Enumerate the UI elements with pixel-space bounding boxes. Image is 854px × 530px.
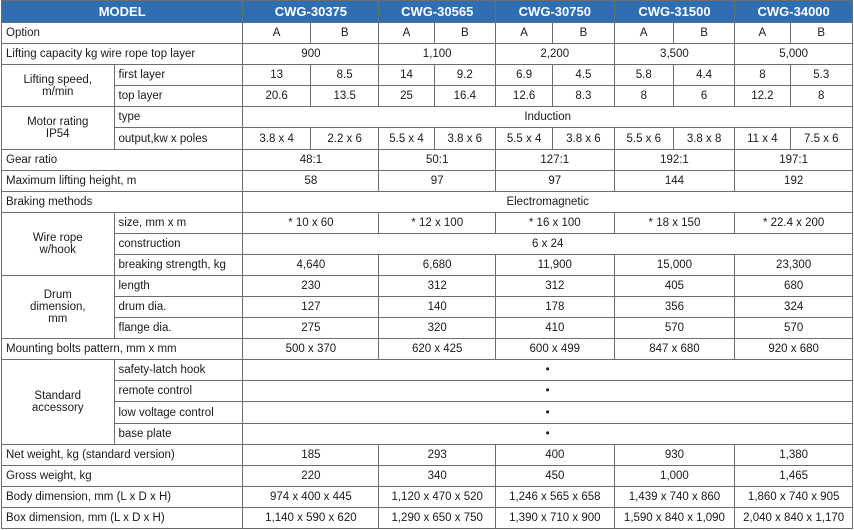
capacity-cell: 2,200 [495,44,614,65]
bolts-cell: 500 x 370 [243,339,379,360]
max-height-row [2,170,853,191]
accessory-row [2,360,853,381]
speed-first-cell: 5.3 [790,65,853,86]
motor-output-cell: 7.5 x 6 [790,128,853,149]
motor-type-row [2,107,853,128]
accessory-mark: • [243,423,853,444]
gross-weight-row [2,465,853,486]
drum-length-cell: 312 [379,276,496,297]
drum-flange-row [2,318,853,339]
box-dim-cell: 2,040 x 840 x 1,170 [735,507,853,528]
drum-group-line2: dimension, [29,301,86,314]
net-weight-row [2,444,853,465]
speed-first-row [2,65,853,86]
gross-weight-cell: 450 [495,465,614,486]
gear-cell: 50:1 [379,149,496,170]
capacity-cell: 1,100 [379,44,496,65]
rope-group-label [2,212,115,275]
option-cell: A [614,23,673,44]
drum-dia-cell: 178 [495,297,614,318]
bolts-row [2,339,853,360]
motor-output-cell: 3.8 x 6 [434,128,495,149]
box-dim-cell: 1,390 x 710 x 900 [495,507,614,528]
drum-length-cell: 312 [495,276,614,297]
motor-group-label [2,107,115,149]
motor-type-label: type [114,107,243,128]
speed-first-cell: 4.5 [553,65,614,86]
model-cwg-31500: CWG-31500 [614,1,735,23]
braking-label: Braking methods [2,191,243,212]
accessory-mark: • [243,360,853,381]
accessory-row [2,381,853,402]
net-weight-cell: 930 [614,444,735,465]
rope-group-line2: w/hook [39,243,76,256]
accessory-item-label: base plate [114,423,243,444]
max-height-cell: 58 [243,170,379,191]
braking-value: Electromagnetic [243,191,853,212]
rope-strength-cell: 6,680 [379,254,496,275]
drum-group-line3: mm [48,313,68,326]
motor-output-label: output,kw x poles [114,128,243,149]
speed-first-cell: 6.9 [495,65,552,86]
gear-cell: 197:1 [735,149,853,170]
speed-top-cell: 13.5 [310,86,379,107]
motor-group-line1: Motor rating [27,115,89,128]
body-dim-label: Body dimension, mm (L x D x H) [2,486,243,507]
model-cwg-30750: CWG-30750 [495,1,614,23]
speed-top-cell: 12.2 [735,86,790,107]
capacity-label: Lifting capacity kg wire rope top layer [2,44,243,65]
drum-dia-cell: 140 [379,297,496,318]
drum-dia-label: drum dia. [114,297,243,318]
model-cwg-30375: CWG-30375 [243,1,379,23]
rope-strength-label: breaking strength, kg [114,254,243,275]
drum-flange-label: flange dia. [114,318,243,339]
speed-first-cell: 9.2 [434,65,495,86]
body-dim-cell: 1,120 x 470 x 520 [379,486,496,507]
rope-group-line1: Wire rope [32,231,83,244]
accessory-item-label: remote control [114,381,243,402]
drum-dia-cell: 356 [614,297,735,318]
drum-flange-cell: 570 [614,318,735,339]
rope-construction-row [2,233,853,254]
option-cell: A [495,23,552,44]
motor-output-row [2,128,853,149]
accessory-item-label: low voltage control [114,402,243,423]
accessory-mark: • [243,381,853,402]
bolts-cell: 920 x 680 [735,339,853,360]
motor-output-cell: 2.2 x 6 [310,128,379,149]
bolts-cell: 620 x 425 [379,339,496,360]
accessory-group-label [2,360,115,444]
speed-top-cell: 6 [673,86,734,107]
gross-weight-cell: 220 [243,465,379,486]
max-height-cell: 144 [614,170,735,191]
box-dim-row [2,507,853,528]
speed-first-cell: 8.5 [310,65,379,86]
motor-output-cell: 5.5 x 4 [495,128,552,149]
box-dim-cell: 1,290 x 650 x 750 [379,507,496,528]
drum-flange-cell: 570 [735,318,853,339]
drum-dia-row [2,297,853,318]
drum-flange-cell: 320 [379,318,496,339]
option-cell: A [735,23,790,44]
box-dim-cell: 1,140 x 590 x 620 [243,507,379,528]
speed-top-cell: 12.6 [495,86,552,107]
net-weight-cell: 400 [495,444,614,465]
drum-flange-cell: 275 [243,318,379,339]
capacity-row [2,44,853,65]
rope-size-label: size, mm x m [114,212,243,233]
speed-top-cell: 8 [614,86,673,107]
drum-dia-cell: 127 [243,297,379,318]
speed-first-cell: 8 [735,65,790,86]
model-header: MODEL [2,1,243,23]
braking-row [2,191,853,212]
max-height-cell: 97 [495,170,614,191]
net-weight-cell: 1,380 [735,444,853,465]
speed-first-cell: 5.8 [614,65,673,86]
speed-top-cell: 8 [790,86,853,107]
accessory-row [2,402,853,423]
speed-first-cell: 14 [379,65,434,86]
box-dim-cell: 1,590 x 840 x 1,090 [614,507,735,528]
max-height-label: Maximum lifting height, m [2,170,243,191]
rope-construction-value: 6 x 24 [243,233,853,254]
rope-size-cell: * 12 x 100 [379,212,496,233]
speed-top-cell: 16.4 [434,86,495,107]
motor-output-cell: 3.8 x 6 [553,128,614,149]
option-cell: B [310,23,379,44]
model-cwg-34000: CWG-34000 [735,1,853,23]
bolts-cell: 600 x 499 [495,339,614,360]
speed-group-line1: Lifting speed, [23,73,92,86]
speed-first-cell: 4.4 [673,65,734,86]
motor-group-line2: IP54 [45,127,70,140]
drum-length-label: length [114,276,243,297]
speed-first-label: first layer [114,65,243,86]
drum-length-row [2,276,853,297]
body-dim-cell: 1,246 x 565 x 658 [495,486,614,507]
drum-length-cell: 405 [614,276,735,297]
gross-weight-cell: 340 [379,465,496,486]
accessory-group-line2: accessory [31,401,84,414]
speed-group-line2: m/min [42,85,74,98]
accessory-group-line1: Standard [34,389,82,402]
option-cell: B [553,23,614,44]
rope-strength-cell: 15,000 [614,254,735,275]
speed-top-cell: 25 [379,86,434,107]
gross-weight-cell: 1,000 [614,465,735,486]
body-dim-row [2,486,853,507]
motor-type-value: Induction [243,107,853,128]
gear-cell: 48:1 [243,149,379,170]
gross-weight-cell: 1,465 [735,465,853,486]
rope-strength-row [2,254,853,275]
gross-weight-label: Gross weight, kg [2,465,243,486]
capacity-cell: 3,500 [614,44,735,65]
bolts-cell: 847 x 680 [614,339,735,360]
accessory-row [2,423,853,444]
speed-top-label: top layer [114,86,243,107]
net-weight-cell: 185 [243,444,379,465]
option-cell: A [379,23,434,44]
drum-length-cell: 230 [243,276,379,297]
body-dim-cell: 1,860 x 740 x 905 [735,486,853,507]
rope-size-cell: * 10 x 60 [243,212,379,233]
drum-dia-cell: 324 [735,297,853,318]
rope-strength-cell: 11,900 [495,254,614,275]
rope-strength-cell: 23,300 [735,254,853,275]
spec-table [1,0,853,529]
rope-construction-label: construction [114,233,243,254]
speed-top-cell: 8.3 [553,86,614,107]
bolts-label: Mounting bolts pattern, mm x mm [2,339,243,360]
rope-size-row [2,212,853,233]
rope-size-cell: * 16 x 100 [495,212,614,233]
max-height-cell: 192 [735,170,853,191]
body-dim-cell: 1,439 x 740 x 860 [614,486,735,507]
rope-size-cell: * 22.4 x 200 [735,212,853,233]
option-cell: A [243,23,311,44]
max-height-cell: 97 [379,170,496,191]
model-cwg-30565: CWG-30565 [379,1,496,23]
option-label: Option [2,23,243,44]
gear-cell: 127:1 [495,149,614,170]
header-row [2,1,853,23]
drum-group-label [2,276,115,339]
rope-strength-cell: 4,640 [243,254,379,275]
net-weight-cell: 293 [379,444,496,465]
capacity-cell: 900 [243,44,379,65]
option-cell: B [673,23,734,44]
accessory-item-label: safety-latch hook [114,360,243,381]
capacity-cell: 5,000 [735,44,853,65]
box-dim-label: Box dimension, mm (L x D x H) [2,507,243,528]
motor-output-cell: 3.8 x 4 [243,128,311,149]
option-cell: B [434,23,495,44]
speed-top-row [2,86,853,107]
gear-cell: 192:1 [614,149,735,170]
gear-row [2,149,853,170]
net-weight-label: Net weight, kg (standard version) [2,444,243,465]
speed-top-cell: 20.6 [243,86,311,107]
speed-first-cell: 13 [243,65,311,86]
drum-length-cell: 680 [735,276,853,297]
accessory-mark: • [243,402,853,423]
speed-group-label [2,65,115,107]
motor-output-cell: 5.5 x 4 [379,128,434,149]
rope-size-cell: * 18 x 150 [614,212,735,233]
motor-output-cell: 5.5 x 6 [614,128,673,149]
drum-group-line1: Drum [43,289,72,302]
gear-label: Gear ratio [2,149,243,170]
option-cell: B [790,23,853,44]
drum-flange-cell: 410 [495,318,614,339]
motor-output-cell: 11 x 4 [735,128,790,149]
motor-output-cell: 3.8 x 8 [673,128,734,149]
body-dim-cell: 974 x 400 x 445 [243,486,379,507]
option-row [2,23,853,44]
